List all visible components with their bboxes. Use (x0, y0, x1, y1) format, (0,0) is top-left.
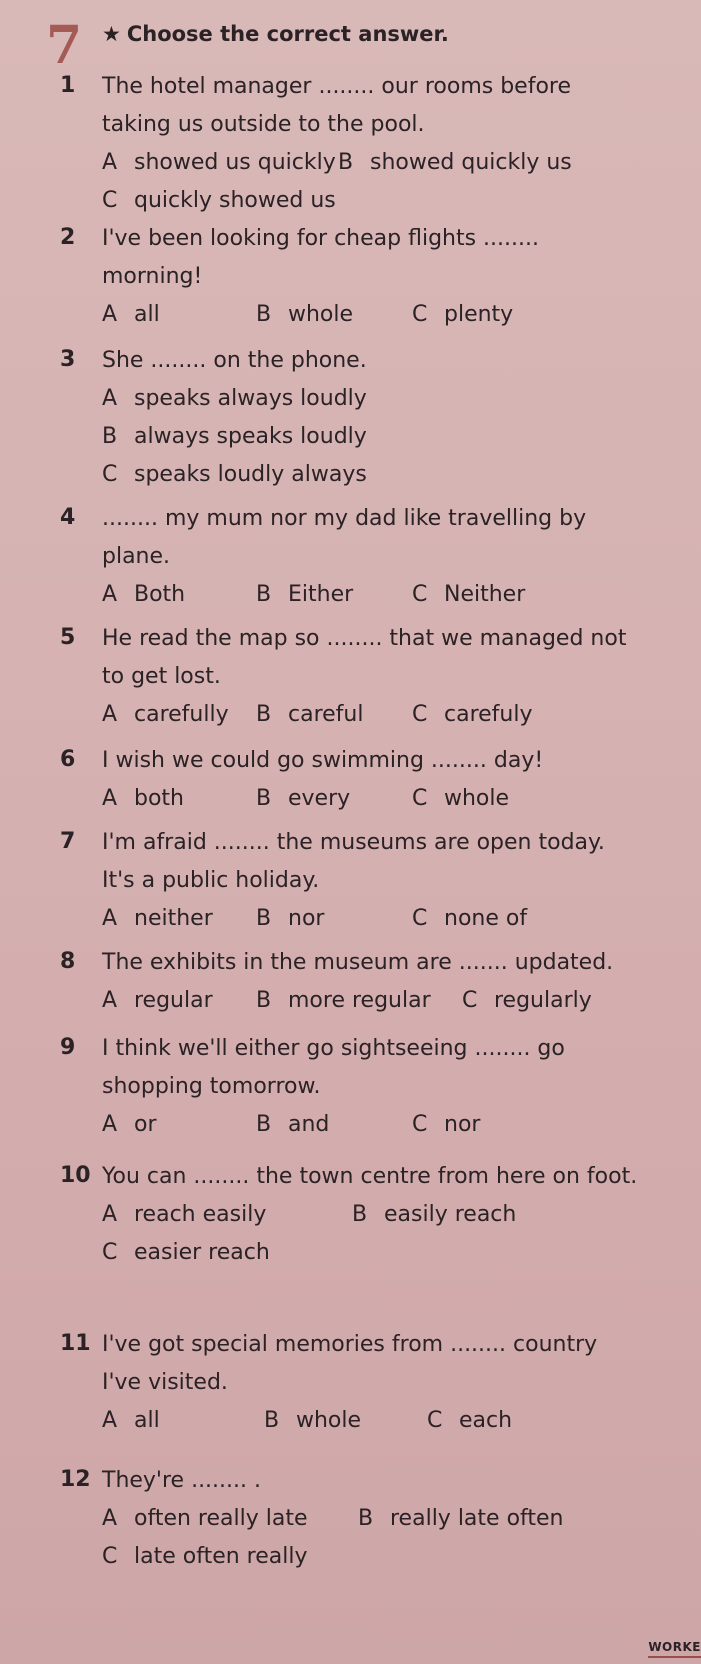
option-letter: A (102, 786, 118, 811)
question-3 (60, 342, 690, 494)
option-text: reach easily (134, 1202, 267, 1227)
options-row (102, 418, 690, 456)
question-number: 3 (60, 347, 76, 372)
option-c[interactable] (412, 1106, 480, 1144)
question-number: 12 (60, 1467, 91, 1492)
option-letter: A (102, 906, 118, 931)
question-text: You can ........ the town centre from here on foot. (102, 1164, 638, 1189)
question-text: The hotel manager ........ our rooms before taking us outside to the pool. (102, 74, 572, 137)
question-number: 7 (60, 829, 76, 854)
option-a[interactable] (102, 144, 336, 182)
question-text: I'm afraid ........ the museums are open today. It's a public holiday. (102, 830, 605, 893)
option-text: carefully (134, 702, 229, 727)
question-number: 6 (60, 747, 76, 772)
option-letter: B (256, 302, 272, 327)
option-c[interactable] (102, 456, 367, 494)
option-text: more regular (288, 988, 431, 1013)
option-text: really late often (390, 1506, 564, 1531)
option-letter: A (102, 302, 118, 327)
option-letter: C (102, 462, 118, 487)
question-text: I've been looking for cheap flights ........ morning! (102, 226, 540, 289)
footer-label: WORKE (648, 1640, 701, 1658)
option-text: Both (134, 582, 186, 607)
option-text: quickly showed us (134, 188, 336, 213)
option-text: whole (288, 302, 354, 327)
question-text: ........ my mum nor my dad like travelling by plane. (102, 506, 587, 569)
option-letter: A (102, 150, 118, 175)
option-c[interactable] (462, 982, 592, 1020)
option-c[interactable] (412, 780, 509, 818)
option-text: nor (288, 906, 325, 931)
option-letter: C (412, 702, 428, 727)
option-text: and (288, 1112, 330, 1137)
question-4 (60, 500, 690, 614)
options-row (102, 1196, 690, 1234)
option-a[interactable] (102, 780, 184, 818)
options-row (102, 982, 690, 1020)
option-a[interactable] (102, 1106, 157, 1144)
option-c[interactable] (412, 576, 525, 614)
option-text: every (288, 786, 351, 811)
question-9 (60, 1030, 690, 1144)
option-text: Neither (444, 582, 526, 607)
option-a[interactable] (102, 296, 160, 334)
option-letter: A (102, 1506, 118, 1531)
options-row (102, 1106, 690, 1144)
option-b[interactable] (352, 1196, 516, 1234)
option-c[interactable] (427, 1402, 512, 1440)
option-letter: B (338, 150, 354, 175)
question-number: 11 (60, 1331, 91, 1356)
option-text: none of (444, 906, 528, 931)
option-letter: B (102, 424, 118, 449)
option-b[interactable] (256, 576, 353, 614)
options-row (102, 780, 690, 818)
question-10 (60, 1158, 690, 1272)
option-text: regular (134, 988, 213, 1013)
option-letter: C (412, 786, 428, 811)
option-letter: C (462, 988, 478, 1013)
option-letter: B (256, 1112, 272, 1137)
option-text: each (459, 1408, 513, 1433)
option-letter: C (102, 188, 118, 213)
option-text: easily reach (384, 1202, 517, 1227)
option-letter: B (264, 1408, 280, 1433)
option-letter: B (256, 702, 272, 727)
option-c[interactable] (102, 182, 336, 220)
options-row (102, 696, 690, 734)
option-text: showed quickly us (370, 150, 572, 175)
option-letter: B (256, 906, 272, 931)
option-text: easier reach (134, 1240, 270, 1265)
option-letter: A (102, 1408, 118, 1433)
option-letter: B (256, 786, 272, 811)
question-text: The exhibits in the museum are ....... updated. (102, 950, 614, 975)
exercise-instruction-row (102, 22, 449, 46)
option-text: neither (134, 906, 213, 931)
option-text: showed us quickly (134, 150, 336, 175)
option-a[interactable] (102, 1402, 160, 1440)
question-number: 8 (60, 949, 76, 974)
option-text: speaks loudly always (134, 462, 367, 487)
option-letter: C (102, 1240, 118, 1265)
option-letter: A (102, 582, 118, 607)
question-11 (60, 1326, 690, 1440)
option-b[interactable] (256, 900, 324, 938)
option-letter: A (102, 702, 118, 727)
option-letter: C (427, 1408, 443, 1433)
option-b[interactable] (256, 696, 363, 734)
question-6 (60, 742, 690, 818)
options-row (102, 576, 690, 614)
option-c[interactable] (102, 1538, 308, 1576)
question-12 (60, 1462, 690, 1576)
question-text: He read the map so ........ that we managed not to get lost. (102, 626, 627, 689)
option-b[interactable] (358, 1500, 564, 1538)
options-row (102, 456, 690, 494)
options-row (102, 380, 690, 418)
option-text: often really late (134, 1506, 308, 1531)
option-letter: A (102, 1112, 118, 1137)
options-row (102, 182, 690, 220)
option-letter: C (412, 302, 428, 327)
option-letter: C (412, 582, 428, 607)
question-number: 10 (60, 1163, 91, 1188)
exercise-number: 7 (46, 15, 83, 76)
option-a[interactable] (102, 576, 185, 614)
option-c[interactable] (102, 1234, 270, 1272)
option-text: whole (444, 786, 510, 811)
options-row (102, 1402, 690, 1440)
option-text: all (134, 1408, 160, 1433)
question-number: 5 (60, 625, 76, 650)
question-number: 2 (60, 225, 76, 250)
option-text: speaks always loudly (134, 386, 367, 411)
option-text: both (134, 786, 184, 811)
question-text: I wish we could go swimming ........ day! (102, 748, 544, 773)
option-a[interactable] (102, 696, 229, 734)
option-letter: C (102, 1544, 118, 1569)
option-text: plenty (444, 302, 514, 327)
option-a[interactable] (102, 380, 367, 418)
question-number: 1 (60, 73, 76, 98)
option-b[interactable] (256, 982, 431, 1020)
option-text: or (134, 1112, 157, 1137)
option-c[interactable] (412, 296, 513, 334)
option-b[interactable] (338, 144, 572, 182)
options-row (102, 1538, 690, 1576)
option-text: all (134, 302, 160, 327)
question-text: I've got special memories from ........ country I've visited. (102, 1332, 598, 1395)
option-letter: A (102, 1202, 118, 1227)
options-row (102, 144, 690, 182)
option-b[interactable] (256, 296, 353, 334)
star-icon: ★ (102, 22, 121, 46)
option-a[interactable] (102, 900, 213, 938)
options-row (102, 1234, 690, 1272)
option-a[interactable] (102, 982, 213, 1020)
option-text: whole (296, 1408, 362, 1433)
question-number: 9 (60, 1035, 76, 1060)
option-a[interactable] (102, 1500, 308, 1538)
option-text: regularly (494, 988, 592, 1013)
question-5 (60, 620, 690, 734)
option-a[interactable] (102, 1196, 266, 1234)
option-letter: A (102, 386, 118, 411)
question-text: She ........ on the phone. (102, 348, 367, 373)
option-letter: B (256, 582, 272, 607)
option-text: late often really (134, 1544, 308, 1569)
option-text: careful (288, 702, 364, 727)
question-text: I think we'll either go sightseeing ........ go shopping tomorrow. (102, 1036, 565, 1099)
question-text: They're ........ . (102, 1468, 262, 1493)
options-row (102, 1500, 690, 1538)
option-b[interactable] (256, 780, 350, 818)
option-text: carefuly (444, 702, 533, 727)
option-text: Either (288, 582, 354, 607)
option-letter: C (412, 906, 428, 931)
option-text: always speaks loudly (134, 424, 367, 449)
exercise-instruction: Choose the correct answer. (126, 22, 449, 46)
options-row (102, 296, 690, 334)
option-letter: A (102, 988, 118, 1013)
option-b[interactable] (102, 418, 367, 456)
option-letter: B (256, 988, 272, 1013)
question-1 (60, 68, 690, 220)
option-text: nor (444, 1112, 481, 1137)
option-letter: C (412, 1112, 428, 1137)
question-2 (60, 220, 690, 334)
option-letter: B (358, 1506, 374, 1531)
question-7 (60, 824, 690, 938)
option-c[interactable] (412, 900, 527, 938)
option-c[interactable] (412, 696, 533, 734)
question-8 (60, 944, 690, 1020)
option-b[interactable] (256, 1106, 329, 1144)
option-letter: B (352, 1202, 368, 1227)
options-row (102, 900, 690, 938)
question-number: 4 (60, 505, 76, 530)
option-b[interactable] (264, 1402, 361, 1440)
